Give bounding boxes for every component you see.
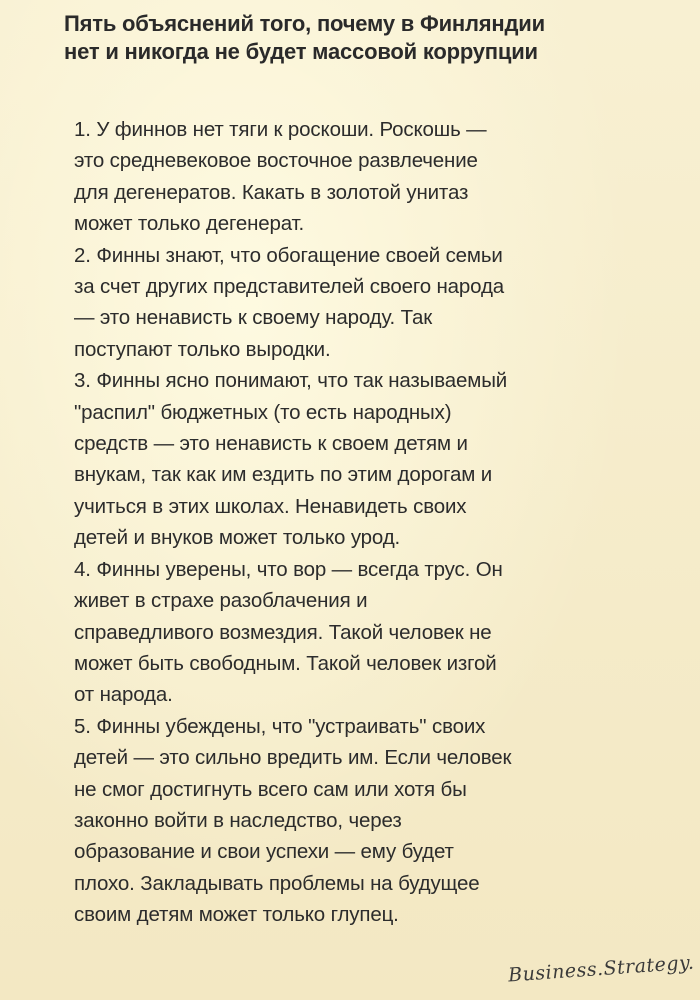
body-line: поступают только выродки. xyxy=(74,337,331,361)
document-body xyxy=(74,114,674,931)
body-line: 1. У финнов нет тяги к роскоши. Роскошь — xyxy=(74,118,487,141)
body-line: может быть свободным. Такой человек изгой xyxy=(74,651,497,675)
title-line-1: Пять объяснений того, почему в Финляндии xyxy=(64,11,545,36)
body-line: детей — это сильно вредить им. Если человек xyxy=(74,746,512,770)
body-line: это средневековое восточное развлечение xyxy=(74,149,478,173)
title-line-2: нет и никогда не будет массовой коррупции xyxy=(64,39,538,64)
body-line: 3. Финны ясно понимают, что так называемый xyxy=(74,369,508,393)
body-line: — это ненависть к своему народу. Так xyxy=(74,306,433,330)
body-line: справедливого возмездия. Такой человек не xyxy=(74,620,492,644)
body-line: не смог достигнуть всего сам или хотя бы xyxy=(74,777,467,801)
body-line: живет в страхе разоблачения и xyxy=(74,589,368,613)
body-line: образование и свои успехи — ему будет xyxy=(74,840,454,864)
body-line: за счет других представителей своего народа xyxy=(74,275,505,299)
body-line: от народа. xyxy=(74,683,173,707)
body-line: средств — это ненависть к своем детям и xyxy=(74,432,468,456)
body-line: детей и внуков может только урод. xyxy=(74,526,401,550)
body-line: 4. Финны уверены, что вор — всегда трус. Он xyxy=(74,557,503,581)
body-line: для дегенератов. Какать в золотой унитаз xyxy=(74,180,469,204)
body-line: "распил" бюджетных (то есть народных) xyxy=(74,400,452,424)
body-line: 5. Финны убеждены, что "устраивать" своих xyxy=(74,714,486,738)
body-line: законно войти в наследство, через xyxy=(74,808,402,832)
document-title xyxy=(64,10,664,66)
signature-watermark: Business.Strategy. xyxy=(507,951,695,987)
body-line: внукам, так как им ездить по этим дорогам и xyxy=(74,463,493,487)
body-line: плохо. Закладывать проблемы на будущее xyxy=(74,871,480,895)
body-line: 2. Финны знают, что обогащение своей семьи xyxy=(74,243,503,267)
body-line: может только дегенерат. xyxy=(74,212,305,236)
body-line: учиться в этих школах. Ненавидеть своих xyxy=(74,494,467,518)
body-line: своим детям может только глупец. xyxy=(74,903,399,927)
